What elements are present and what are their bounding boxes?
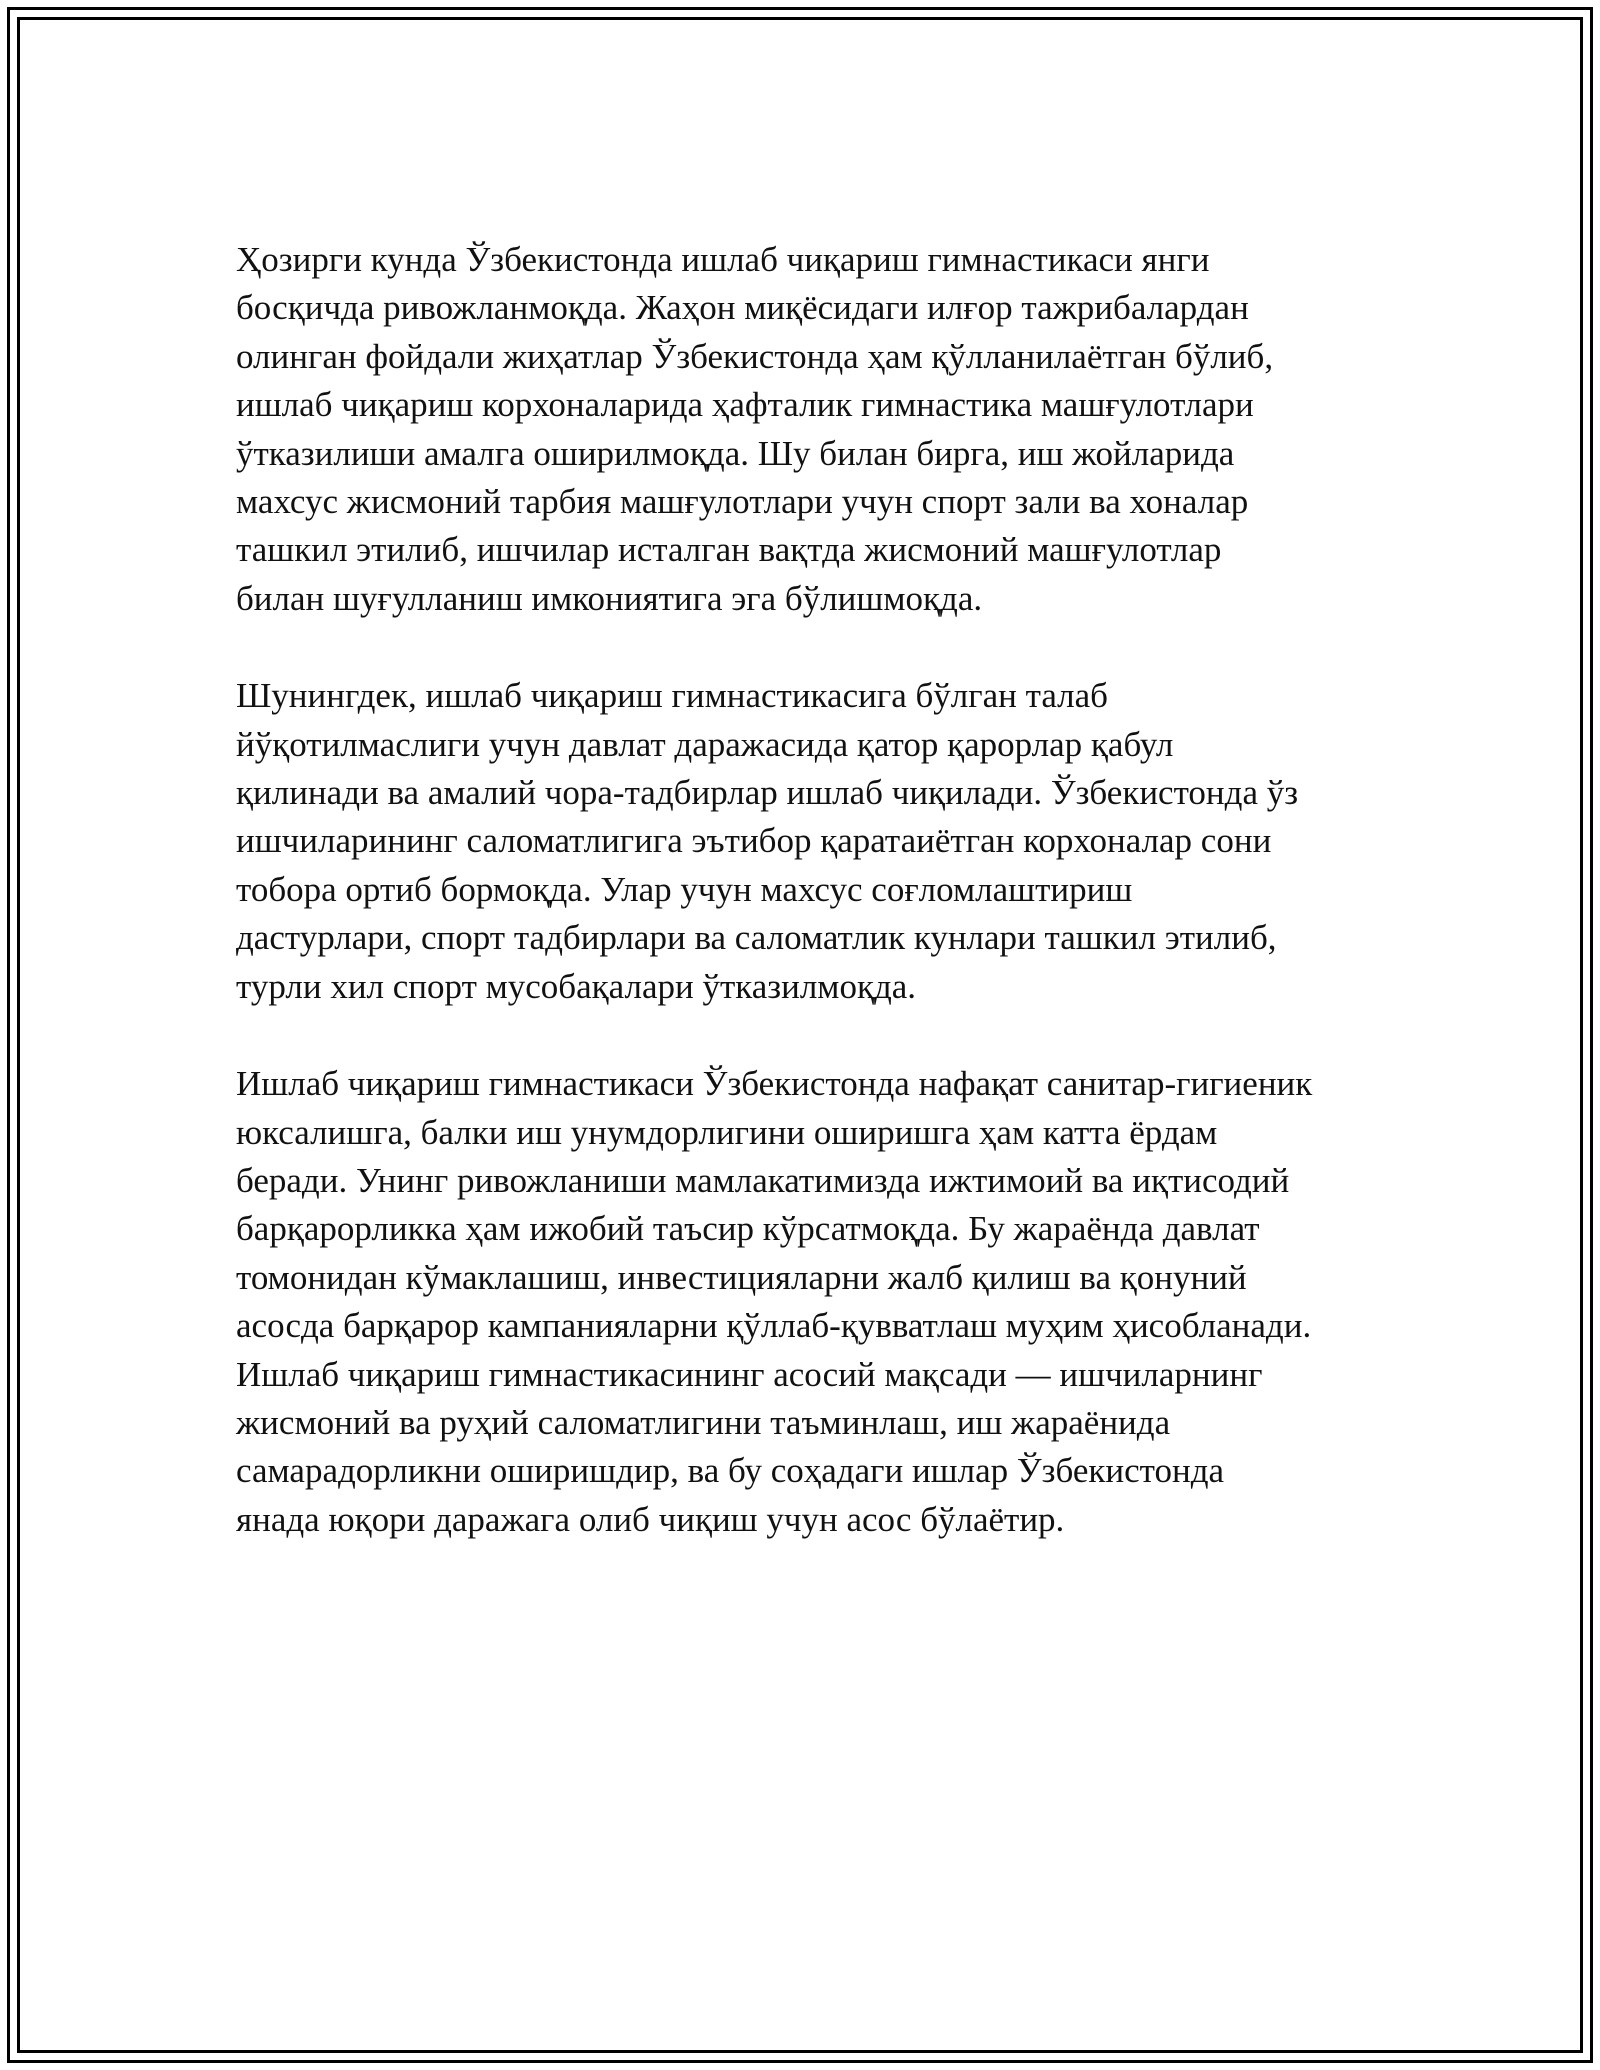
text-line: билан шуғулланиш имкониятига эга бўлишмоқда.	[236, 578, 983, 618]
text-line: янада юқори даражага олиб чиқиш учун асос бўлаётир.	[236, 1499, 1065, 1539]
text-line: йўқотилмаслиги учун давлат даражасида қатор қарорлар қабул	[236, 724, 1174, 764]
text-line: асосда барқарор кампанияларни қўллаб-қувватлаш муҳим ҳисобланади.	[236, 1306, 1312, 1346]
text-line: босқичда ривожланмоқда. Жаҳон миқёсидаги илғор тажрибалардан	[236, 288, 1249, 328]
text-line: жисмоний ва руҳий саломатлигини таъминлаш, иш жараёнида	[236, 1402, 1171, 1442]
text-line: барқарорликка ҳам ижобий таъсир кўрсатмоқда. Бу жараёнда давлат	[236, 1209, 1260, 1249]
text-line: Ишлаб чиқариш гимнастикасининг асосий мақсади — ишчиларнинг	[236, 1354, 1263, 1394]
text-line: ўтказилиши амалга оширилмоқда. Шу билан бирга, иш жойларида	[236, 433, 1235, 473]
text-line: турли хил спорт мусобақалари ўтказилмоқда.	[236, 966, 917, 1006]
paragraph-1	[236, 236, 1416, 623]
text-line: ишчиларининг саломатлигига эътибор қаратаиётган корхоналар сони	[236, 821, 1272, 861]
text-line: юксалишга, балки иш унумдорлигини оширишга ҳам катта ёрдам	[236, 1112, 1218, 1152]
text-line: самарадорликни оширишдир, ва бу соҳадаги ишлар Ўзбекистонда	[236, 1451, 1225, 1491]
text-line: беради. Унинг ривожланиши мамлакатимизда ижтимоий ва иқтисодий	[236, 1160, 1290, 1200]
text-line: Ҳозирги кунда Ўзбекистонда ишлаб чиқариш гимнастикаси янги	[236, 240, 1210, 279]
text-line: қилинади ва амалий чора-тадбирлар ишлаб чиқилади. Ўзбекистонда ўз	[236, 773, 1299, 813]
paragraph-3	[236, 1060, 1416, 1544]
text-line: томонидан кўмаклашиш, инвестицияларни жалб қилиш ва қонуний	[236, 1257, 1247, 1297]
text-line: тобора ортиб бормоқда. Улар учун махсус соғломлаштириш	[236, 869, 1133, 909]
paragraph-2	[236, 672, 1416, 1011]
text-line: махсус жисмоний тарбия машғулотлари учун спорт зали ва хоналар	[236, 482, 1249, 522]
text-line: ишлаб чиқариш корхоналарида ҳафталик гимнастика машғулотлари	[236, 385, 1254, 425]
text-line: ташкил этилиб, ишчилар исталган вақтда жисмоний машғулотлар	[236, 530, 1222, 570]
document-body	[236, 236, 1416, 1593]
text-line: Шунингдек, ишлаб чиқариш гимнастикасига бўлган талаб	[236, 676, 1108, 716]
text-line: олинган фойдали жиҳатлар Ўзбекистонда ҳам қўлланилаётган бўлиб,	[236, 336, 1274, 376]
text-line: дастурлари, спорт тадбирлари ва саломатлик кунлари ташкил этилиб,	[236, 918, 1277, 958]
text-line: Ишлаб чиқариш гимнастикаси Ўзбекистонда нафақат санитар-гигиеник	[236, 1064, 1313, 1104]
